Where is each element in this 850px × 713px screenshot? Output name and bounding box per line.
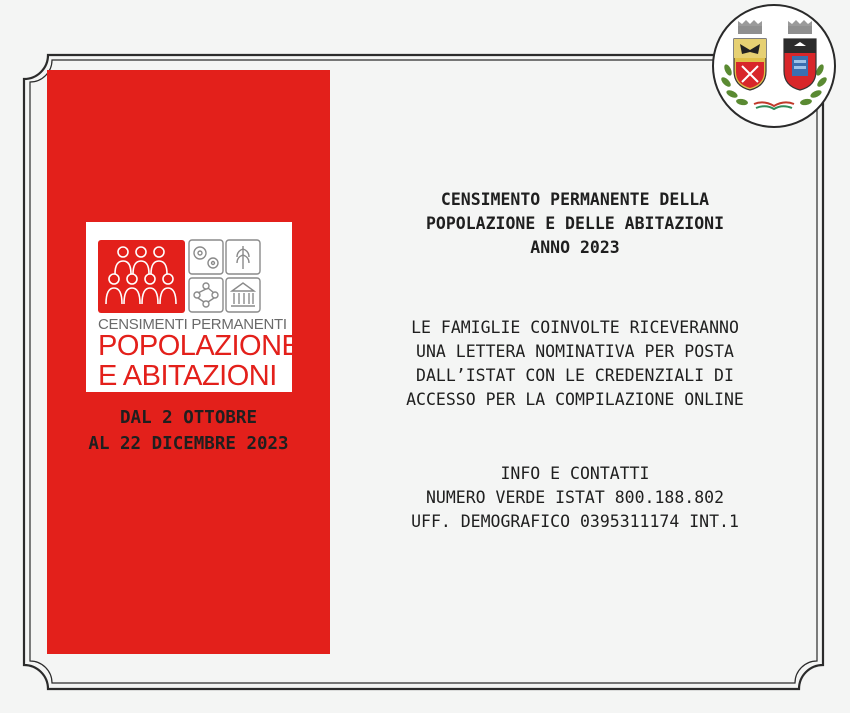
dates-line-1: DAL 2 OTTOBRE: [120, 408, 257, 428]
body-line-3: DALL’ISTAT CON LE CREDENZIALI DI: [416, 366, 734, 385]
municipal-crests: [712, 4, 836, 128]
census-dates: [47, 405, 330, 457]
logo-title-line-1: POPOLAZIONE: [98, 330, 301, 362]
body-line-1: LE FAMIGLIE COINVOLTE RICEVERANNO: [411, 318, 739, 337]
body-line-2: UNA LETTERA NOMINATIVA PER POSTA: [416, 342, 734, 361]
logo-subtitle: CENSIMENTI PERMANENTI: [98, 316, 287, 333]
body-text: [330, 316, 820, 412]
logo-title-line-2: E ABITAZIONI: [98, 360, 277, 392]
main-title: [330, 188, 820, 260]
info-line-2: NUMERO VERDE ISTAT 800.188.802: [425, 488, 724, 507]
title-line-1: CENSIMENTO PERMANENTE DELLA: [440, 190, 710, 209]
title-line-2: POPOLAZIONE E DELLE ABITAZIONI: [425, 214, 724, 233]
people-icon: [98, 240, 185, 313]
eagle-crest-icon: [734, 20, 766, 90]
tower-crest-icon: [784, 20, 816, 90]
gears-icon: [189, 240, 223, 274]
dates-line-2: AL 22 DICEMBRE 2023: [88, 434, 289, 454]
info-line-1: INFO E CONTATTI: [500, 464, 650, 483]
body-line-4: ACCESSO PER LA COMPILAZIONE ONLINE: [406, 390, 744, 409]
title-line-3: ANNO 2023: [530, 238, 620, 257]
info-line-3: UFF. DEMOGRAFICO 0395311174 INT.1: [411, 512, 739, 531]
census-logo: [86, 222, 301, 392]
census-logo-graphic: [86, 222, 292, 322]
contact-info: [330, 462, 820, 534]
